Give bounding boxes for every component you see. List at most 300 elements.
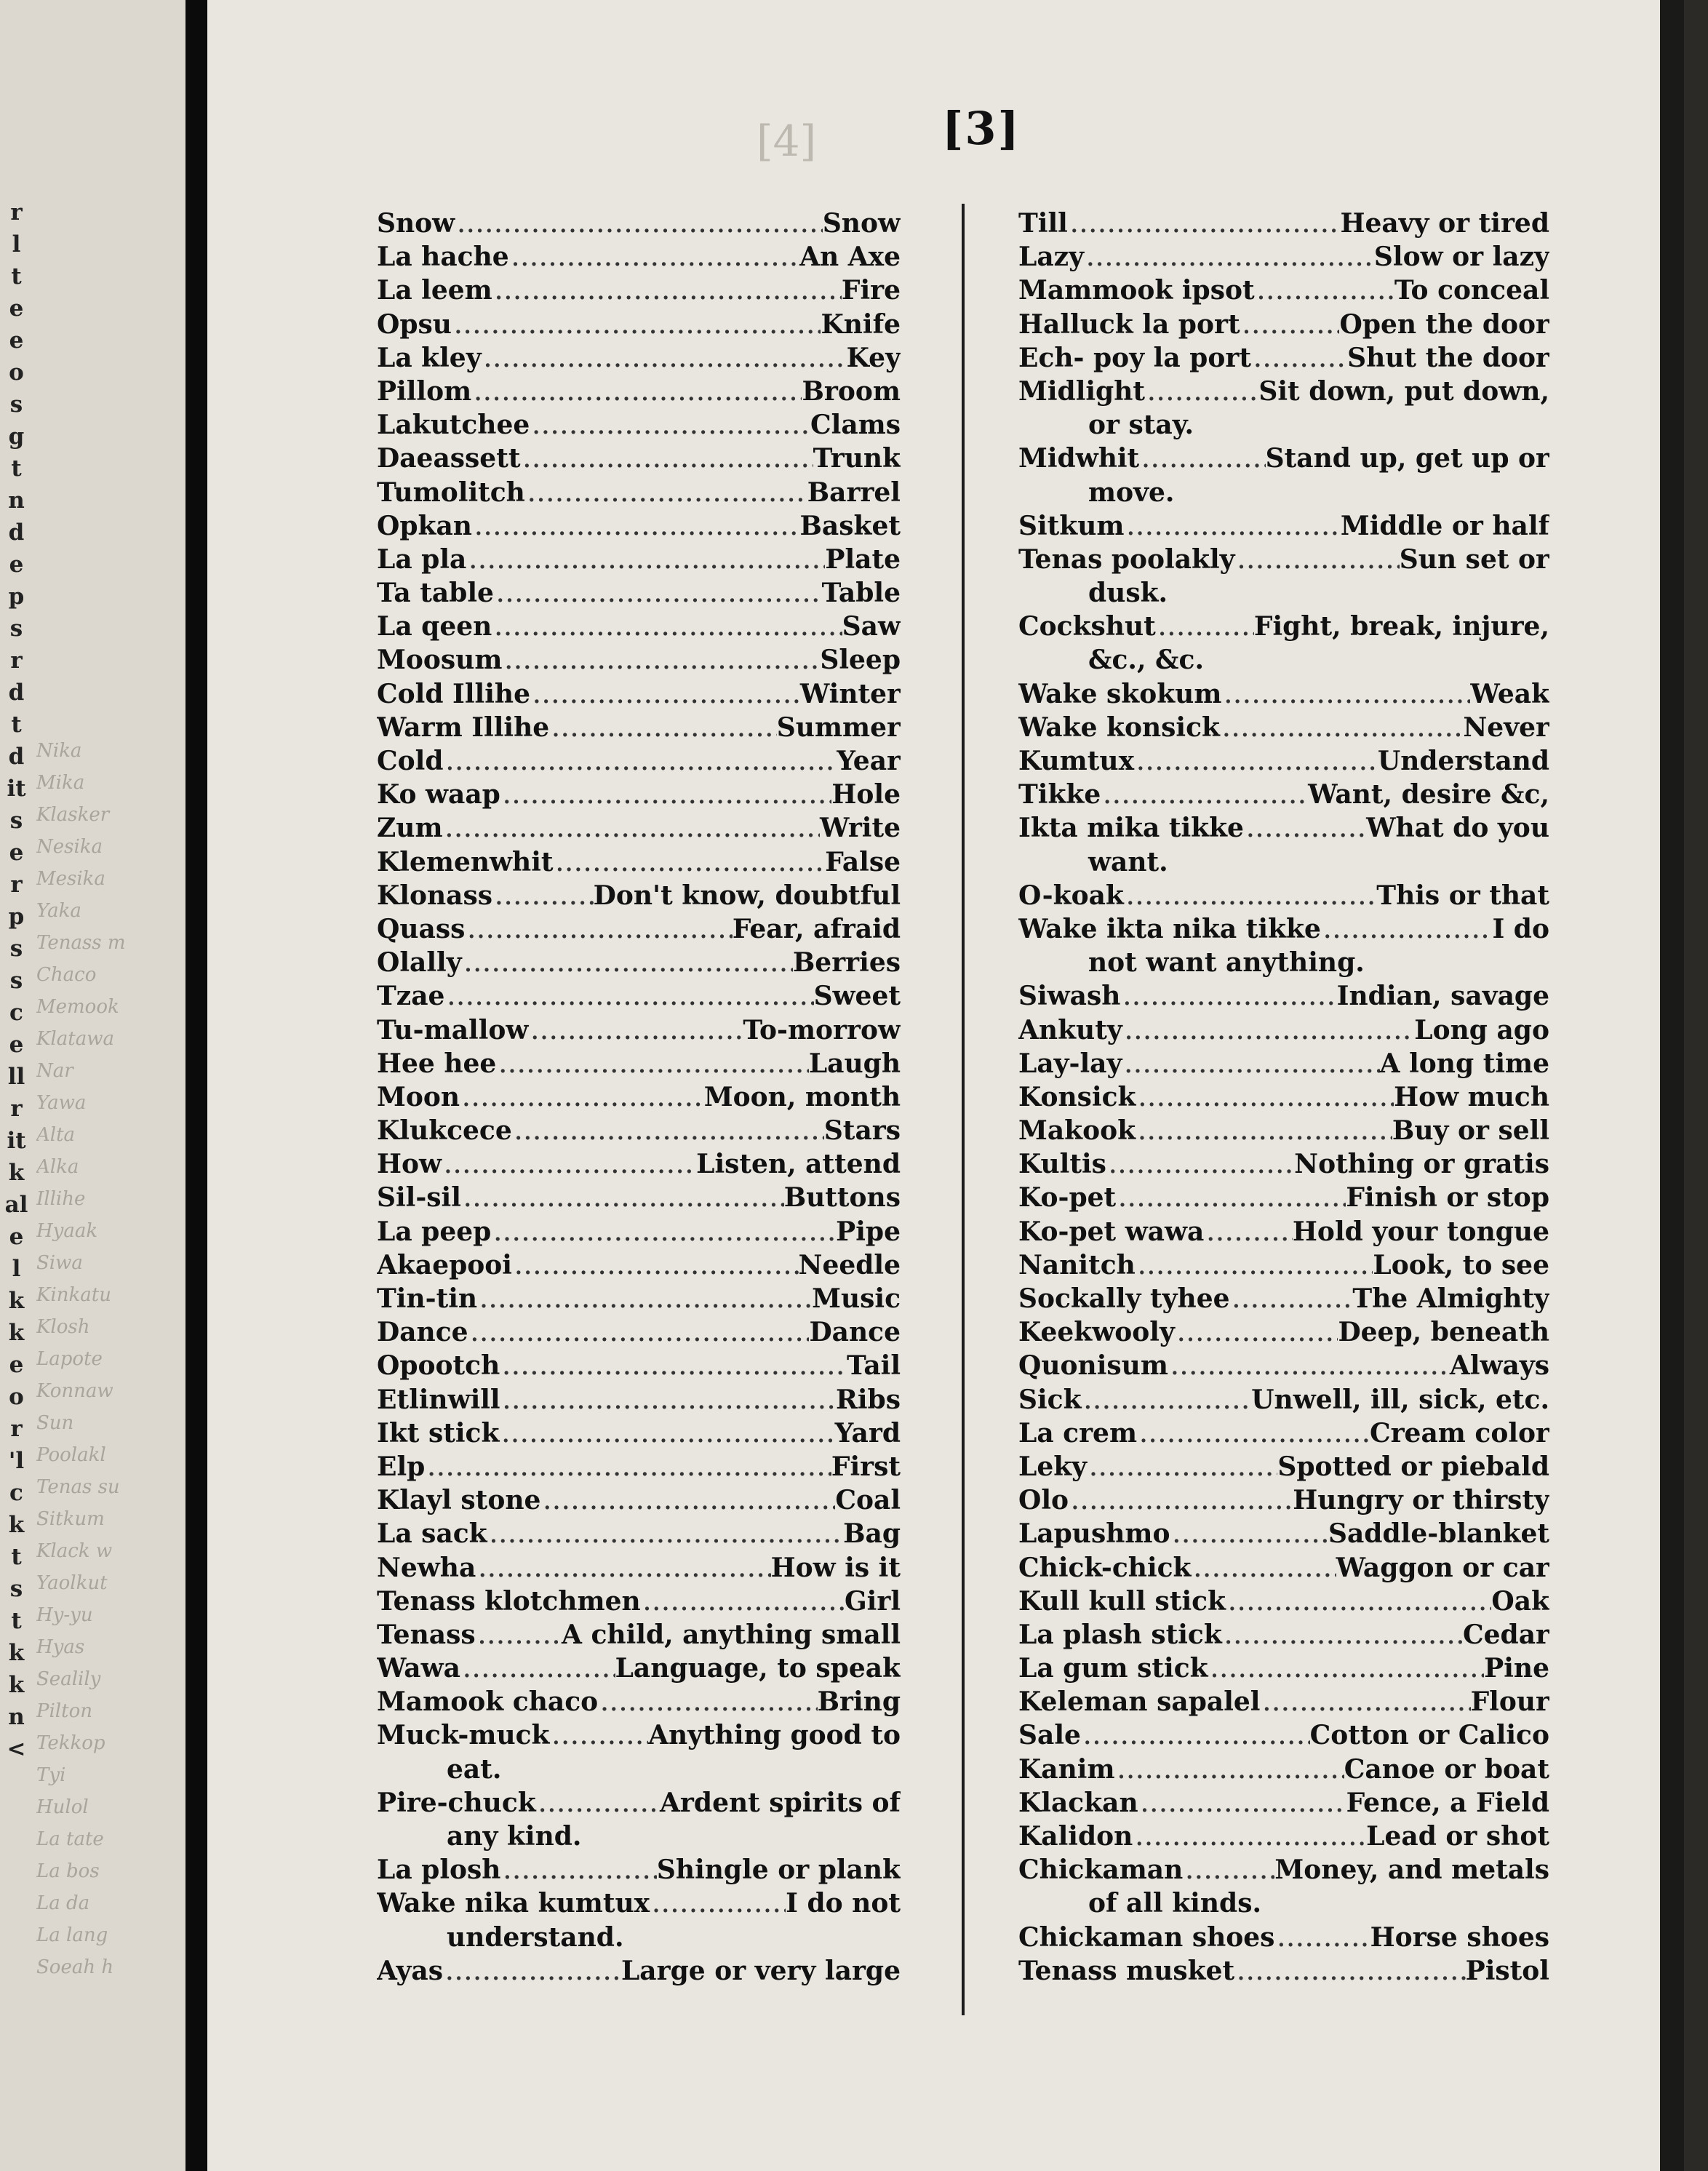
vocabulary-entry [377,274,901,307]
english-meaning: Fight, break, injure, [1253,611,1549,642]
english-meaning: The Almighty [1352,1283,1549,1314]
vocabulary-entry [377,1080,901,1114]
vocabulary-entry [1018,1047,1549,1080]
ghost-word: Chaco [36,964,97,986]
english-meaning: Yard [834,1417,901,1449]
chinook-term: Midlight [1018,375,1146,407]
english-meaning: Hole [831,779,901,810]
chinook-term: Opootch [377,1350,500,1382]
chinook-term: Hee hee [377,1048,497,1079]
vocabulary-entry [1018,1114,1549,1147]
meaning-continuation: &c., &c. [1088,645,1204,676]
chinook-term: Mammook ipsot [1018,275,1255,306]
vocabulary-entry [377,1248,901,1282]
english-meaning: Shut the door [1347,342,1549,373]
chinook-term: Moosum [377,645,503,676]
english-meaning: Weak [1470,678,1549,709]
edge-letter: ll [7,1064,25,1090]
ghost-word: La tate [36,1828,104,1850]
ghost-word: Soeah h [36,1956,114,1978]
vocabulary-entry [1018,1483,1549,1517]
english-meaning: Slow or lazy [1373,242,1549,273]
leader-dots [1235,545,1400,576]
chinook-term: Sale [1018,1720,1081,1751]
edge-letter: k [8,1320,25,1346]
vocabulary-entry [1018,1551,1549,1585]
vocabulary-entry [1018,811,1549,845]
chinook-term: Quass [377,913,466,944]
ghost-word: Nika [36,740,82,762]
edge-letter: d [8,680,25,706]
vocabulary-entry [1018,1450,1549,1483]
leader-dots [1170,1519,1328,1550]
english-meaning: Tail [846,1350,901,1382]
ghost-word: Sealily [36,1668,101,1690]
chinook-term: Wake konsick [1018,712,1220,743]
leader-dots [509,242,799,274]
edge-letter: s [9,808,23,834]
english-meaning: Knife [821,308,901,340]
edge-letter: e [9,327,24,354]
vocabulary-entry [377,308,901,341]
chinook-term: Quonisum [1018,1350,1168,1382]
edge-letter: t [11,455,22,482]
english-meaning: Stars [823,1115,901,1147]
chinook-term: Pillom [377,375,472,407]
english-meaning: Pipe [836,1216,901,1247]
ghost-word: Kinkatu [36,1284,111,1306]
ghost-word: Sitkum [36,1508,105,1530]
ghost-word: Konnaw [36,1380,113,1402]
vocabulary-entry [1018,1315,1549,1349]
edge-letter: p [8,583,25,610]
chinook-term: Nanitch [1018,1249,1136,1280]
vocabulary-entry [377,375,901,408]
vocabulary-entry [1018,1820,1549,1853]
ghost-word: Yaka [36,900,81,922]
chinook-term: Ankuty [1018,1014,1122,1045]
vocabulary-entry [377,879,901,912]
vocabulary-entry [377,509,901,543]
vocabulary-entry [1018,1585,1549,1618]
english-meaning: Horse shoes [1370,1921,1549,1953]
vocabulary-entry [377,1282,901,1315]
vocabulary-entry [1018,375,1549,408]
vocabulary-entry [377,979,901,1013]
chinook-term: Elp [377,1451,426,1482]
vocabulary-entry [1018,677,1549,711]
vocabulary-entry [377,576,901,610]
english-meaning: Long ago [1414,1014,1549,1045]
chinook-term: Wake skokum [1018,678,1222,709]
vocabulary-entry [1018,274,1549,307]
english-meaning: Girl [844,1585,901,1617]
ghost-word: Pilton [36,1700,92,1722]
vocabulary-entry [1018,543,1549,576]
vocabulary-entry [1018,1718,1549,1752]
edge-letter: k [8,1288,25,1314]
english-meaning: Basket [799,510,901,541]
vocabulary-entry [377,476,901,509]
english-meaning: A long time [1379,1048,1549,1079]
english-meaning: Cedar [1462,1619,1549,1650]
leader-dots [1138,1788,1346,1820]
leader-dots [1175,1318,1338,1349]
leader-dots [1122,1016,1415,1047]
vocabulary-entry [1018,1853,1549,1887]
meaning-continuation: any kind. [447,1821,582,1852]
leader-dots [554,848,826,879]
leader-dots [444,746,837,778]
chinook-term: Konsick [1018,1081,1136,1112]
english-meaning: Barrel [807,477,901,508]
chinook-term: Lay-lay [1018,1048,1122,1079]
english-meaning: Look, to see [1373,1249,1549,1280]
ghost-word: Mesika [36,868,105,890]
vocabulary-entry [1018,1248,1549,1282]
edge-letter: e [9,295,24,322]
vocabulary-entry [377,845,901,879]
chinook-term: Kumtux [1018,746,1135,776]
english-meaning: Stand up, get up or [1265,443,1549,474]
vocabulary-entry [1018,1921,1549,1954]
english-meaning: Coal [835,1485,901,1516]
chinook-term: Olally [377,947,462,979]
ghost-word: Nar [36,1060,73,1082]
chinook-term: Kalidon [1018,1821,1133,1852]
ghost-word: Memook [36,996,119,1018]
edge-letter: t [11,263,22,290]
vocabulary-entry [377,1483,901,1517]
english-meaning: Buy or sell [1392,1115,1549,1147]
leader-dots [500,1855,656,1887]
chinook-term: Daeassett [377,443,521,474]
vocabulary-entry [377,408,901,442]
vocabulary-entry [1018,1517,1549,1550]
chinook-term: Opsu [377,308,452,340]
leader-dots [1168,1351,1450,1382]
english-meaning: Understand [1377,746,1549,776]
english-meaning: Always [1449,1350,1549,1382]
meaning-continuation: or stay. [1088,410,1194,441]
vocabulary-entry [377,778,901,811]
chinook-term: Sitkum [1018,510,1125,541]
page-number: [3] [942,102,1021,155]
column-divider [962,204,965,2015]
chinook-term: La plash stick [1018,1619,1222,1650]
edge-letter: n [8,1704,25,1730]
chinook-term: Kultis [1018,1149,1106,1180]
leader-dots [443,1956,621,1988]
chinook-term: La hache [377,242,509,273]
ghost-word: Alka [36,1156,79,1178]
leader-dots [1255,276,1394,307]
vocabulary-entry [377,677,901,711]
chinook-term: Dance [377,1317,468,1348]
english-meaning: Want, desire &c, [1308,779,1549,810]
chinook-term: Newha [377,1552,476,1583]
leader-dots [472,511,800,543]
ghost-word: La da [36,1892,90,1914]
leader-dots [500,780,832,811]
vocabulary-entry [1018,207,1549,240]
vocabulary-entry [377,1551,901,1585]
english-meaning: Hungry or thirsty [1293,1485,1549,1516]
english-meaning: Nothing or gratis [1294,1149,1549,1180]
leader-dots [461,1183,784,1214]
leader-dots [492,612,842,643]
chinook-term: Ech- poy la port [1018,342,1251,373]
leader-dots [525,478,807,509]
english-meaning: Money, and metals [1274,1855,1549,1886]
leader-dots [549,713,777,744]
english-meaning: Finish or stop [1346,1182,1549,1214]
english-meaning: Broom [802,375,901,407]
vocabulary-entry [377,1786,901,1820]
chinook-term: Warm Illihe [377,712,550,743]
english-meaning: How is it [770,1552,901,1583]
chinook-term: Midwhit [1018,443,1140,474]
chinook-term: Ikta mika tikke [1018,813,1244,844]
meaning-continuation: not want anything. [1088,947,1365,979]
ghost-word: Yawa [36,1092,87,1114]
edge-letter: s [9,1576,23,1602]
leader-dots [487,1519,843,1550]
leader-dots [452,310,821,341]
chinook-term: Kull kull stick [1018,1585,1226,1617]
show-through-words [36,735,182,1983]
edge-letter: c [9,1480,23,1506]
vocabulary-entry [1018,240,1549,274]
meaning-continuation: of all kinds. [1088,1888,1262,1919]
english-meaning: Never [1463,712,1549,743]
page-edge-shadow [1660,0,1684,2171]
leader-dots [1106,1150,1294,1181]
leader-dots [442,1150,696,1181]
leader-dots [520,444,813,475]
english-meaning: Bag [843,1518,901,1550]
edge-letter: r [10,1096,23,1122]
ghost-word: Klack w [36,1540,113,1562]
english-meaning: Sun set or [1399,543,1549,575]
vocabulary-entry [377,744,901,778]
leader-dots [1156,612,1254,643]
chinook-term: La leem [377,275,492,306]
leader-dots [1122,1049,1379,1080]
ghost-word: Klatawa [36,1028,114,1050]
english-meaning: Moon, month [703,1081,901,1112]
english-meaning: Language, to speak [615,1653,901,1684]
chinook-term: Siwash [1018,981,1121,1012]
vocabulary-entry [377,1853,901,1887]
english-meaning: Dance [809,1317,901,1348]
vocabulary-entry [1018,610,1549,643]
vocabulary-entry [1018,1282,1549,1315]
chinook-term: Muck-muck [377,1720,550,1751]
english-meaning: To-morrow [743,1014,901,1045]
vocabulary-entry [377,1685,901,1718]
chinook-term: La kley [377,342,482,373]
english-meaning: Open the door [1339,308,1549,340]
english-meaning: Bring [817,1686,901,1718]
edge-letter: it [7,776,26,802]
vocabulary-entry [377,946,901,979]
chinook-term: Cockshut [1018,611,1156,642]
english-meaning: Ardent spirits of [660,1787,901,1818]
english-meaning: Indian, savage [1336,981,1549,1012]
english-meaning: Laugh [808,1048,901,1079]
english-meaning: Winter [799,678,901,709]
chinook-term: Keleman sapalel [1018,1686,1261,1718]
leader-dots [528,1016,743,1047]
ghost-word: Tenass m [36,932,126,954]
chinook-term: Tin-tin [377,1283,478,1314]
ghost-word: Siwa [36,1252,83,1274]
vocabulary-entry [1018,912,1549,946]
vocabulary-entry [377,1417,901,1450]
vocabulary-entry [1018,1013,1549,1047]
leader-dots [1137,1419,1370,1450]
chinook-term: Halluck la port [1018,308,1240,340]
english-meaning: Anything good to [648,1720,901,1751]
vocabulary-entry [377,442,901,475]
vocabulary-entry [1018,1383,1549,1417]
edge-letter: o [9,359,24,386]
previous-page-strip [0,0,185,2171]
english-meaning: Pistol [1465,1955,1549,1986]
english-meaning: Deep, beneath [1338,1317,1549,1348]
edge-letter: r [10,1416,23,1442]
vocabulary-entry [377,643,901,677]
english-meaning: This or that [1376,880,1549,911]
leader-dots [1125,511,1341,543]
vocabulary-entry [1018,778,1549,811]
leader-dots [1222,1620,1463,1652]
vocabulary-entry [377,207,901,240]
leader-dots [1240,310,1340,341]
english-meaning: Key [846,342,901,373]
edge-letter: d [8,519,25,546]
english-meaning: I do [1492,913,1549,944]
ghost-word: Hyaak [36,1220,98,1242]
leader-dots [550,1721,649,1752]
chinook-term: Tumolitch [377,477,525,508]
previous-page-edge-letters [0,196,33,1765]
english-meaning: I do not [786,1888,901,1919]
vocabulary-entry [1018,1181,1549,1214]
leader-dots [1136,1083,1394,1114]
chinook-term: Cold Illihe [377,678,530,709]
leader-dots [1081,1721,1310,1752]
meaning-continuation: want. [1088,846,1168,877]
vocabulary-entry [1018,1618,1549,1652]
vocabulary-entry [1018,711,1549,744]
vocabulary-entry [1018,1652,1549,1685]
ghost-word: Lapote [36,1348,103,1370]
chinook-term: Leky [1018,1451,1088,1482]
edge-letter: s [9,968,23,994]
vocabulary-entry [1018,1954,1549,1988]
ghost-word: Nesika [36,836,103,858]
leader-dots [1274,1923,1370,1954]
english-meaning: Cream color [1369,1417,1549,1449]
chinook-term: Sockally tyhee [1018,1283,1230,1314]
vocabulary-entry [1018,1753,1549,1786]
leader-dots [641,1587,845,1618]
leader-dots [500,1385,836,1417]
english-meaning: Snow [822,208,901,239]
vocabulary-entry [1018,1080,1549,1114]
english-meaning: Fear, afraid [732,913,901,944]
leader-dots [477,1284,812,1315]
leader-dots [1116,1183,1346,1214]
chinook-term: La pla [377,543,467,575]
english-meaning: Saw [842,611,901,642]
edge-letter: g [8,423,25,450]
meaning-continuation: dusk. [1088,578,1168,609]
chinook-term: Olo [1018,1485,1069,1516]
english-meaning: Table [821,578,901,609]
edge-letter: t [11,1544,22,1570]
vocabulary-entry [377,711,901,744]
chinook-term: La gum stick [1018,1653,1208,1684]
leader-dots [466,545,825,576]
chinook-term: Etlinwill [377,1384,500,1415]
leader-dots [460,1083,704,1114]
english-meaning: Fire [841,275,901,306]
leader-dots [530,680,800,711]
vocabulary-entry [377,1114,901,1147]
leader-dots [1136,1116,1392,1147]
edge-letter: d [8,744,25,770]
ghost-word: La lang [36,1924,108,1946]
english-meaning: A child, anything small [562,1619,901,1650]
chinook-term: Ayas [377,1955,443,1986]
english-meaning: Buttons [783,1182,901,1214]
edge-letter: e [9,551,24,578]
english-meaning: Don't know, doubtful [593,880,901,911]
edge-letter: l [12,231,21,258]
vocabulary-entry [1018,1147,1549,1181]
ghost-word: Tenas su [36,1476,120,1498]
chinook-term: Chick-chick [1018,1552,1192,1583]
leader-dots [468,1318,810,1349]
chinook-term: Keekwooly [1018,1317,1175,1348]
english-meaning: Cotton or Calico [1309,1720,1549,1751]
ghost-word: Klasker [36,804,110,826]
english-meaning: Hold your tongue [1292,1216,1549,1247]
ghost-word: Mika [36,772,85,794]
edge-letter: o [9,1384,24,1410]
english-meaning: False [825,846,901,877]
leader-dots [1251,343,1347,375]
chinook-term: Chickaman [1018,1855,1184,1886]
chinook-term: Lakutchee [377,410,530,441]
leader-dots [512,1116,824,1147]
vocabulary-entry [1018,509,1549,543]
vocabulary-entry [377,811,901,845]
chinook-term: Chickaman shoes [1018,1921,1275,1953]
vocabulary-entry [1018,1417,1549,1450]
leader-dots [502,645,820,677]
edge-letter: t [11,712,22,738]
edge-letter: k [8,1672,25,1698]
leader-dots [1139,444,1265,475]
leader-dots [1145,377,1258,408]
vocabulary-entry [377,1954,901,1988]
english-meaning: Sit down, put down, [1258,375,1549,407]
leader-dots [491,1217,836,1248]
